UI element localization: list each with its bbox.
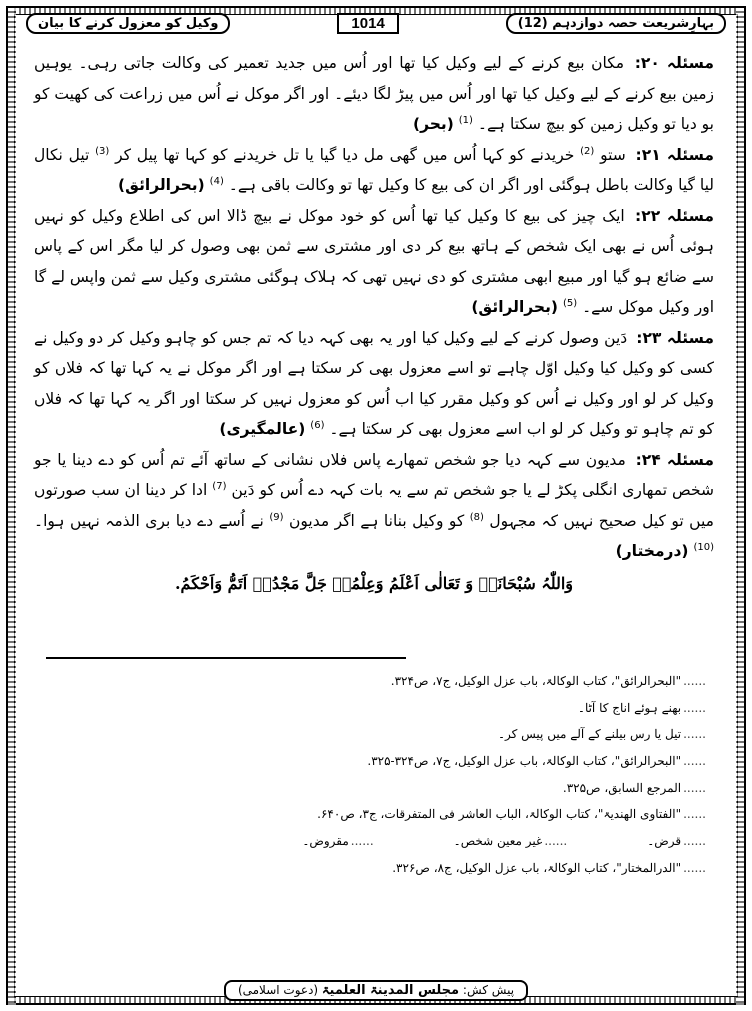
page-header: [26, 10, 726, 36]
footnote-ref[interactable]: (2): [580, 145, 595, 157]
footnote-row: [46, 828, 706, 855]
footnote-ref[interactable]: (1): [458, 114, 473, 126]
citation: (بحر): [413, 115, 454, 133]
masala-label: مسئلہ ۲۴:: [635, 450, 714, 469]
footnote-ref[interactable]: (10): [693, 541, 714, 553]
masala-text: ستو: [600, 145, 626, 164]
footnote-ref[interactable]: (9): [269, 511, 284, 523]
footnote-item: ......بھنے ہوئے اناج کا آٹا۔: [577, 700, 706, 715]
masala-text: نے اُسے دے دیا بری الذمہ نہیں ہوا۔: [34, 511, 264, 530]
footnote-item: ......"الفتاوی الھندیۃ"، کتاب الوکالۃ، الباب العاشر فی المتفرقات، ج۳، ص۶۴۰.: [317, 807, 706, 822]
citation: (بحرالرائق): [471, 298, 559, 316]
border-ornament-right: [736, 6, 744, 1005]
footnote-item: ......"الدرالمختار"، کتاب الوکالۃ، باب عزل الوکیل، ج۸، ص۳۲۶.: [392, 860, 706, 875]
masala-label: مسئلہ ۲۳:: [636, 328, 714, 347]
publisher-name: مجلس المدینۃ العلمیۃ: [321, 983, 460, 998]
footnote-item: ......غیر معین شخص۔: [453, 834, 568, 849]
footnote-item: ......مقروض۔: [302, 834, 374, 849]
footnotes: [46, 668, 706, 882]
footnote-ref[interactable]: (6): [310, 419, 325, 431]
footnote-divider: [46, 657, 406, 659]
masala-text: ادا کر دینا ان سب صورتوں میں تو کیل صحیح نہیں کہ مجہول: [34, 481, 714, 530]
footnote-item: ......"البحرالرائق"، کتاب الوکالۃ، باب عزل الوکیل، ج۷، ص۳۲۴-۳۲۵.: [367, 754, 706, 769]
chapter-title: وکیل کو معزول کرنے کا بیان: [26, 13, 230, 34]
footnote-ref[interactable]: (7): [212, 480, 227, 492]
citation: (بحرالرائق): [118, 176, 205, 194]
masala-21: [34, 140, 714, 201]
masala-text: ایک چیز کی بیع کا وکیل کیا تھا اُس کو خود موکل نے بیچ ڈالا اس کی اطلاع وکیل کو نہیں ہوئی اُس نے بھی ایک شخص کے ہاتھ بیع کر دی اور مشتری سے ثمن بھی وصول کر لیا مگر اس کے پاس سے ضائع ہو گیا اور مبیع ابھی مشتری کو دی نہیں تھی کہ ہلاک ہوگئی مشتری وکیل سے ثمن واپس لے گا اور وکیل موکل سے۔: [34, 206, 714, 316]
book-title: بہارِشریعت حصہ دوازدہم (12): [506, 13, 726, 34]
footnote-item: ......"البحرالرائق"، کتاب الوکالۃ، باب عزل الوکیل، ج۷، ص۳۲۴.: [390, 674, 706, 688]
publisher-suffix: (دعوت اسلامی): [237, 983, 319, 997]
masala-20: [34, 48, 714, 140]
masala-text: تیل نکال لیا گیا وکالت باطل ہوگئی اور اگر ان کی بیع کا وکیل تھا تو وکالت باقی ہے۔: [34, 145, 714, 194]
masala-23: [34, 323, 714, 445]
border-ornament-left: [8, 6, 16, 1005]
masala-label: مسئلہ ۲۲:: [635, 206, 714, 225]
masala-label: مسئلہ ۲۱:: [635, 145, 714, 164]
closing-dua: وَاللّٰہُ سُبْحَانَہٗ وَ تَعَالٰی اَعْلَمُ وَعِلْمُہٗ جَلَّ مَجْدُہٗ اَتَمُّ وَاَحْکَمُ.: [174, 573, 574, 593]
masala-24: [34, 445, 714, 567]
page-body: [34, 48, 714, 599]
footnote-ref[interactable]: (4): [209, 175, 224, 187]
page-footer: [0, 979, 752, 1001]
footnote-item: ......تیل یا رس بیلنے کے آلے میں پیس کر۔: [497, 727, 706, 742]
citation: (عالمگیری): [219, 420, 306, 438]
masala-text: کو وکیل بنانا ہے اگر مدیون: [288, 511, 465, 530]
footnote-ref[interactable]: (3): [95, 145, 110, 157]
citation: (درمختار): [615, 542, 689, 560]
footnote-ref[interactable]: (8): [469, 511, 484, 523]
masala-text: مکان بیع کرنے کے لیے وکیل کیا تھا اور اُس میں جدید تعمیر کی وکالت جاتی رہی۔ یوہیں زمین بیع کرنے کے لیے وکیل کیا تھا اور اُس میں پیڑ لگا دیئے۔ اور اگر موکل نے اُس میں زراعت کی کھیت کو بو دیا تو وکیل زمین کو بیچ سکتا ہے۔: [34, 54, 714, 133]
masala-text: مدیون سے کہہ دیا جو شخص تمھارے پاس فلاں نشانی کے ساتھ آئے تم اُس کو دے دینا یا جو شخص تمھاری انگلی پکڑ لے یا جو شخص تم سے یہ بات کہہ دے اُس کو دَین: [34, 450, 715, 499]
footnote-item: ......قرض۔: [647, 834, 706, 849]
publisher-box: [224, 980, 528, 1001]
masala-text: خریدنے کو کہا اُس میں گھی مل دیا گیا یا تل خریدنے کو کہا تھا پیل کر: [115, 145, 575, 164]
masala-22: [34, 201, 714, 323]
footnote-item: ......المرجع السابق، ص۳۲۵.: [562, 780, 706, 795]
masala-text: دَین وصول کرنے کے لیے وکیل کیا اور یہ بھی کہہ دیا کہ تم جس کو چاہو وکیل کر دو وکیل نے کسی کو وکیل کیا وکیل اوّل چاہے تو اسے معزول بھی کر سکتا ہے اور اگر موکل نے یہ کہا تھا کہ فلاں کو وکیل کر لو اور وکیل نے اُس کو وکیل مقرر کیا اب اُس کو معزول نہیں کر سکتا اور اگر یہ کہا تھا کہ فلاں کو تم چاہو تو وکیل کر لو اب اسے معزول بھی کر سکتا ہے۔: [34, 328, 714, 438]
masala-label: مسئلہ ۲۰:: [634, 54, 714, 72]
footnote-ref[interactable]: (5): [562, 297, 578, 309]
page-number: 1014: [337, 13, 398, 34]
publisher-prefix: پیش کش:: [462, 983, 515, 997]
